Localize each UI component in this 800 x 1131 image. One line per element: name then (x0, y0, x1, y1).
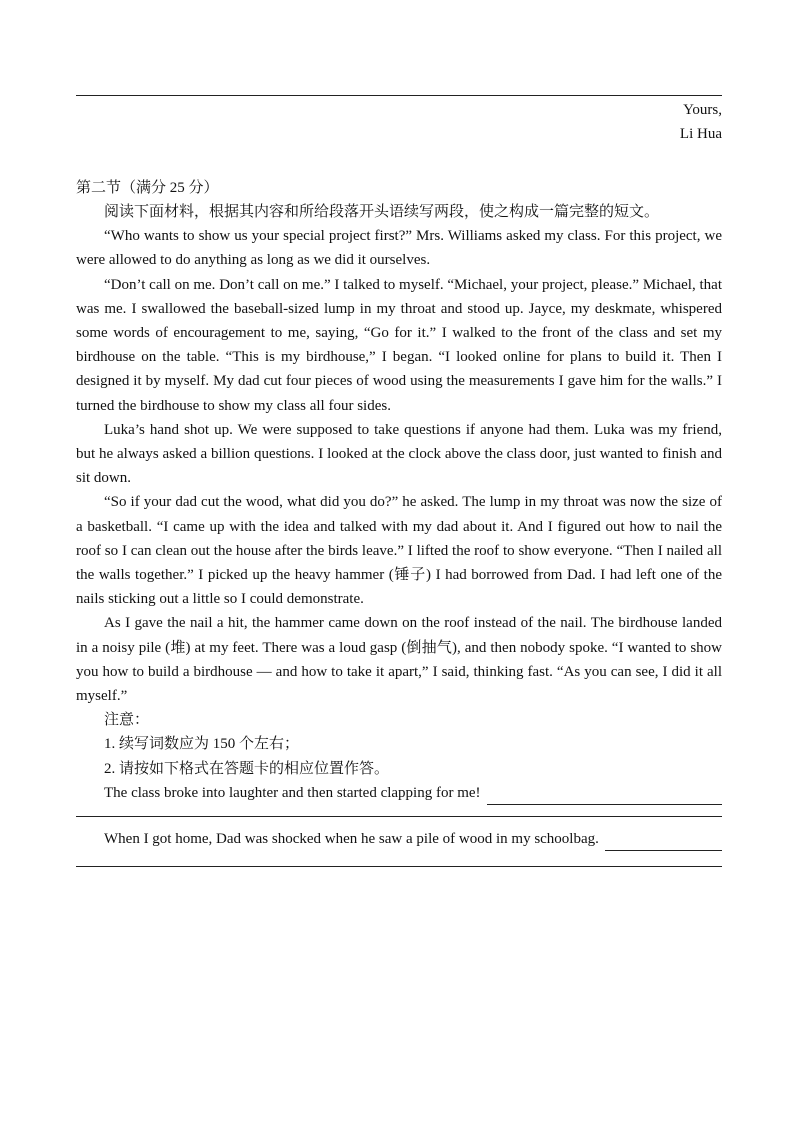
top-divider (76, 95, 722, 96)
passage-paragraph: “So if your dad cut the wood, what did you do?” he asked. The lump in my throat was now the size of a basketball. “I came up with the idea and talked with my dad about it. And I figured out how to nail the roof so I can clean out the house after the birds leave.” I lifted the roof to show everyone. “Then I nailed all the walls together.” I picked up the heavy hammer (锤子) I had borrowed from Dad. I had left one of the nails sticking out a little so I could demonstrate. (76, 494, 722, 608)
paragraph-start-1 (104, 781, 722, 805)
passage-paragraph: Luka’s hand shot up. We were supposed to take questions if anyone had them. Luka was my friend, but he always asked a billion questions. I looked at the clock above the class door, just wanted to finish and sit down. (76, 421, 722, 487)
section-two (76, 176, 722, 867)
passage-paragraph: “Don’t call on me. Don’t call on me.” I talked to myself. “Michael, your project, please.” Michael, that was me. I swallowed the baseball-sized lump in my throat and stood up. Jayce, my deskmate, whispered some words of encouragement to me, saying, “Go for it.” I walked to the front of the class and set my birdhouse on the table. “This is my birdhouse,” I began. “I looked online for plans to build it. Then I designed it by myself. My dad cut four pieces of wood using the measurements I gave him for the walls.” I turned the birdhouse to show my class all four sides. (76, 276, 722, 414)
writing-line[interactable] (76, 866, 722, 867)
note-item: 2. 请按如下格式在答题卡的相应位置作答。 (104, 760, 390, 777)
paragraph-start-2 (104, 827, 722, 851)
paragraph-start-text: The class broke into laughter and then started clapping for me! (104, 784, 481, 801)
note-item: 1. 续写词数应为 150 个左右； (104, 736, 300, 753)
paragraph-start-text: When I got home, Dad was shocked when he saw a pile of wood in my schoolbag. (104, 830, 599, 847)
section-title: 第二节（满分 25 分） (76, 180, 219, 196)
letter-signature: Li Hua (679, 126, 722, 142)
letter-closing: Yours, (683, 102, 722, 118)
passage-paragraph: As I gave the nail a hit, the hammer came down on the roof instead of the nail. The birdhouse landed in a noisy pile (堆) at my feet. There was a loud gasp (倒抽气), and then nobody spoke. “I wanted to show you how to build a birdhouse — and how to take it apart,” I said, thinking fast. “As you can see, I did it all myself.” (76, 615, 722, 705)
instruction: 阅读下面材料，根据其内容和所给段落开头语续写两段，使之构成一篇完整的短文。 (104, 204, 660, 220)
answer-blank[interactable] (487, 786, 722, 805)
writing-line[interactable] (76, 816, 722, 817)
passage-paragraph: “Who wants to show us your special project first?” Mrs. Williams asked my class. For this project, we were allowed to do anything as long as we did it ourselves. (76, 228, 722, 269)
answer-blank[interactable] (605, 832, 722, 851)
notes-title: 注意： (104, 712, 150, 729)
